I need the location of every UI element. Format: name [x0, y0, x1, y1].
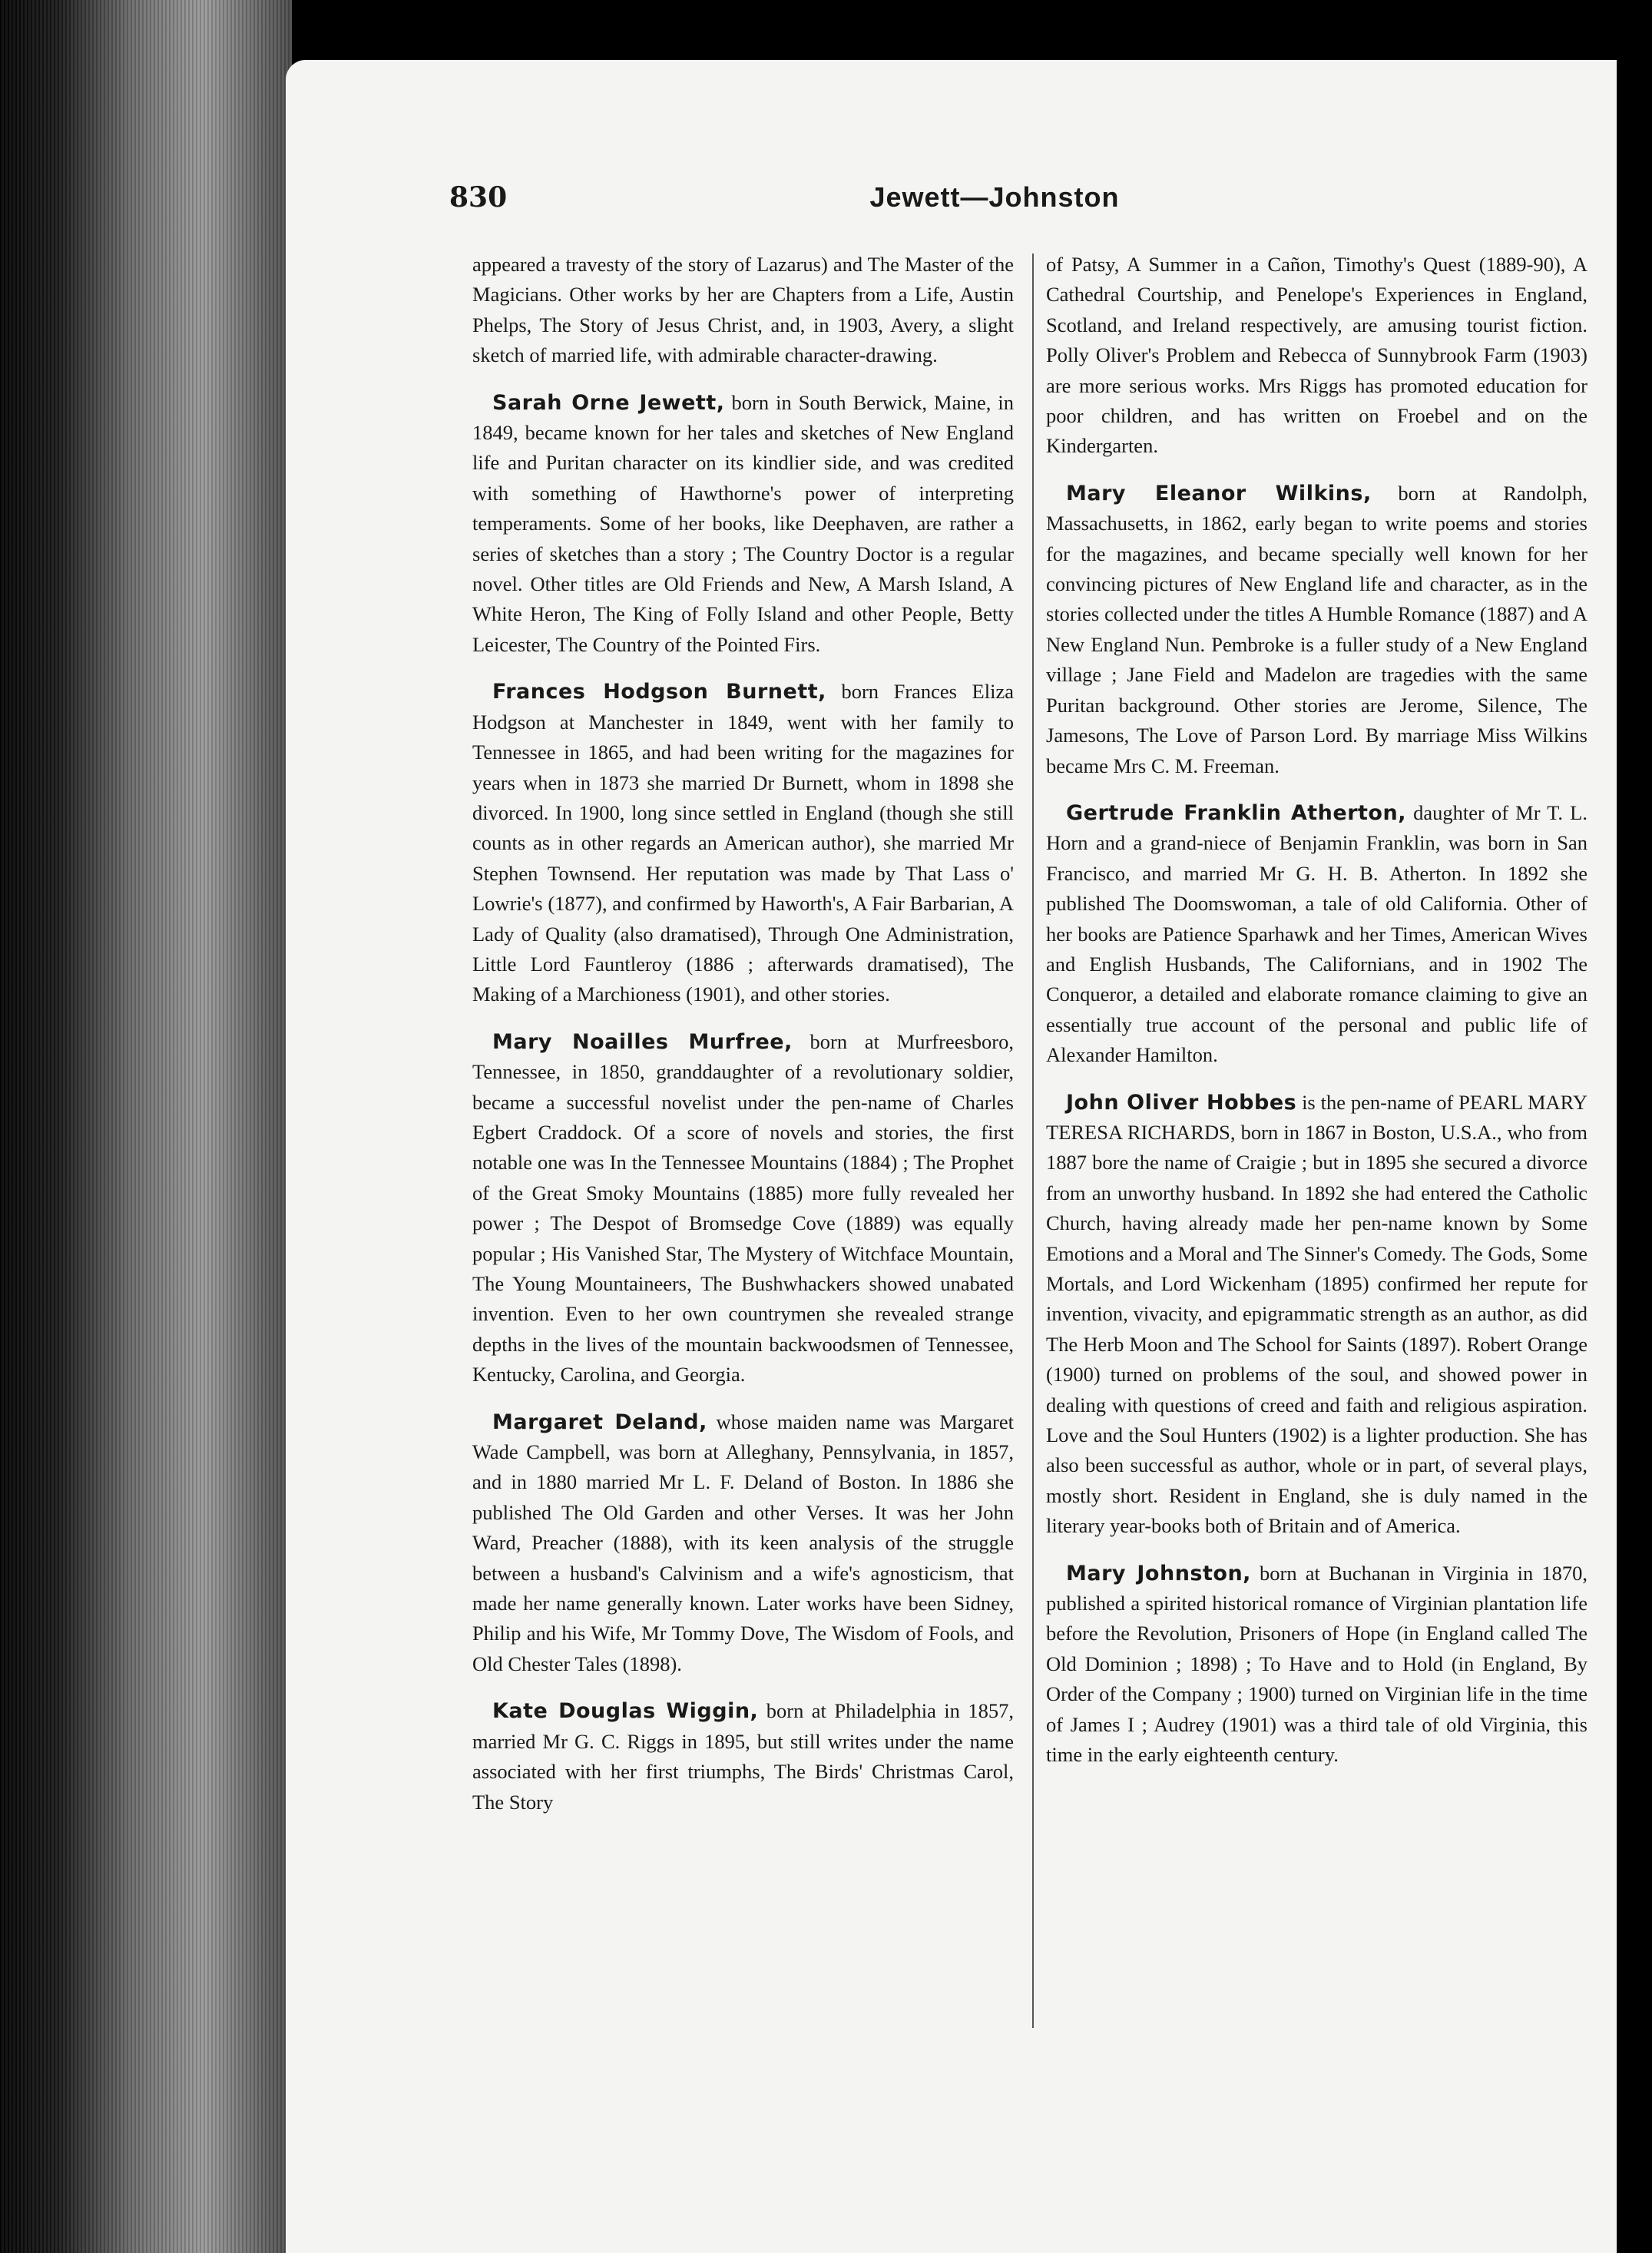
entry-name: Margaret Deland,	[492, 1410, 707, 1434]
entry-atherton	[1046, 798, 1587, 1071]
paragraph-continuation	[472, 250, 1014, 371]
entry-text: is the pen-name of PEARL MARY TERESA RICHARDS, born in 1867 in Boston, U.S.A., who from 1887 bore the name of Craigie ; but in 1895 she secured a divorce from an unworthy husband. In 1892 she had entered the Catholic Church, having already made her pen-name known by Some Emotions and a Moral and The Sinner's Comedy. The Gods, Some Mortals, and Lord Wickenham (1895) confirmed her repute for invention, vivacity, and epigrammatic strength as an author, as did The Herb Moon and The School for Saints (1897). Robert Orange (1900) turned on problems of the soul, and showed power in dealing with questions of creed and faith and religious aspiration. Love and the Soul Hunters (1902) is a lighter production. She has also been successful as author, whole or in part, of several plays, mostly short. Resident in England, she is duly named in the literary year-books both of Britain and of America.	[1046, 1090, 1587, 1538]
running-head	[449, 181, 1309, 227]
entry-text: born at Philadelphia in 1857, married Mr G. C. Riggs in 1895, but still writes under the name associated with her first triumphs, The Birds' Christmas Carol, The Story	[472, 1699, 1015, 1814]
entry-text: daughter of Mr T. L. Horn and a grand-niece of Benjamin Franklin, was born in San Francisco, and married Mr G. H. B. Atherton. In 1892 she published The Doomswoman, a tale of old California. Other of her books are Patience Sparhawk and her Times, American Wives and English Husbands, The Californians, and in 1902 The Conqueror, a detailed and elaborate romance claiming to give an essentially true account of the personal and public life of Alexander Hamilton.	[1046, 800, 1587, 1067]
entry-johnston	[1046, 1559, 1587, 1771]
entry-name: Mary Johnston,	[1066, 1561, 1251, 1585]
scan-border	[1617, 0, 1652, 2253]
entry-name: Frances Hodgson Burnett,	[492, 680, 826, 704]
entry-hobbes	[1046, 1088, 1587, 1542]
entry-jewett	[472, 388, 1014, 661]
running-title: Jewett—Johnston	[869, 181, 1120, 213]
right-column	[1046, 250, 1587, 1771]
entry-wiggin	[472, 1696, 1014, 1817]
paragraph-text: of Patsy, A Summer in a Cañon, Timothy's Quest (1889-90), A Cathedral Courtship, and Penelope's Experiences in England, Scotland, and Ireland respectively, are amusing tourist fiction. Polly Oliver's Problem and Rebecca of Sunnybrook Farm (1903) are more serious works. Mrs Riggs has promoted education for poor children, and has written on Froebel and on the Kindergarten.	[1046, 253, 1587, 458]
left-column	[472, 250, 1014, 1817]
entry-text: born at Murfreesboro, Tennessee, in 1850, granddaughter of a revolutionary soldier, became a successful novelist under the pen-name of Charles Egbert Craddock. Of a score of novels and stories, the first notable one was In the Tennessee Mountains (1884) ; The Prophet of the Great Smoky Mountains (1885) more fully revealed her power ; The Despot of Bromsedge Cove (1889) was equally popular ; His Vanished Star, The Mystery of Witchface Mountain, The Young Mountaineers, The Bushwhackers showed unabated invention. Even to her own countrymen she revealed strange depths in the lives of the mountain backwoodsmen of Tennessee, Kentucky, Carolina, and Georgia.	[472, 1029, 1014, 1387]
entry-burnett	[472, 677, 1014, 1009]
page-number: 830	[449, 181, 508, 214]
entry-text: whose maiden name was Margaret Wade Campbell, was born at Alleghany, Pennsylvania, in 1857, and in 1880 married Mr L. F. Deland of Boston. In 1886 she published The Old Garden and other Verses. It was her John Ward, Preacher (1888), with its keen analysis of the struggle between a husband's Calvinism and a wife's agnosticism, that made her name generally known. Later works have been Sidney, Philip and his Wife, Mr Tommy Dove, The Wisdom of Fools, and Old Chester Tales (1898).	[472, 1410, 1014, 1675]
entry-name: Kate Douglas Wiggin,	[492, 1699, 759, 1724]
paragraph-continuation	[1046, 250, 1587, 462]
entry-text: born in South Berwick, Maine, in 1849, became known for her tales and sketches of New England life and Puritan character on its kindlier side, and was credited with something of Hawthorne's power of interpreting temperaments. Some of her books, like Deephaven, are rather a series of sketches than a story ; The Country Doctor is a regular novel. Other titles are Old Friends and New, A Marsh Island, A White Heron, The King of Folly Island and other People, Betty Leicester, The Country of the Pointed Firs.	[472, 390, 1014, 656]
entry-name: John Oliver Hobbes	[1066, 1090, 1297, 1115]
entry-text: born at Buchanan in Virginia in 1870, published a spirited historical romance of Virginian plantation life before the Revolution, Prisoners of Hope (in England called The Old Dominion ; 1898) ; To Have and to Hold (in England, By Order of the Company ; 1900) turned on Virginian life in the time of James I ; Audrey (1901) was a third tale of old Virginia, this time in the early eighteenth century.	[1046, 1561, 1587, 1767]
paragraph-text: appeared a travesty of the story of Lazarus) and The Master of the Magicians. Other works by her are Chapters from a Life, Austin Phelps, The Story of Jesus Christ, and, in 1903, Avery, a slight sketch of married life, with admirable character-drawing.	[472, 253, 1014, 367]
book-page-edges	[0, 0, 292, 2253]
entry-text: born at Randolph, Massachusetts, in 1862, early began to write poems and stories for the magazines, and became specially well known for her convincing pictures of New England life and character, as in the stories collected under the titles A Humble Romance (1887) and A New England Nun. Pembroke is a fuller study of a New England village ; Jane Field and Madelon are tragedies with the same Puritan background. Other stories are Jerome, Silence, The Jamesons, The Love of Parson Lord. By marriage Miss Wilkins became Mrs C. M. Freeman.	[1046, 481, 1587, 777]
entry-deland	[472, 1407, 1014, 1680]
entry-name: Mary Eleanor Wilkins,	[1066, 481, 1372, 505]
column-divider	[1032, 253, 1034, 2028]
entry-name: Gertrude Franklin Atherton,	[1066, 800, 1406, 825]
entry-murfree	[472, 1027, 1014, 1390]
entry-wilkins	[1046, 479, 1587, 781]
entry-name: Mary Noailles Murfree,	[492, 1029, 793, 1054]
entry-text: born Frances Eliza Hodgson at Manchester in 1849, went with her family to Tennessee in 1865, and had been writing for the magazines for years when in 1873 she married Dr Burnett, whom in 1898 she divorced. In 1900, long since settled in England (though she still counts as in other regards an American author), she married Mr Stephen Townsend. Her reputation was made by That Lass o' Lowrie's (1877), and confirmed by Haworth's, A Fair Barbarian, A Lady of Quality (also dramatised), Through One Administration, Little Lord Fauntleroy (1886 ; afterwards dramatised), The Making of a Marchioness (1901), and other stories.	[472, 680, 1014, 1006]
entry-name: Sarah Orne Jewett,	[492, 390, 725, 415]
